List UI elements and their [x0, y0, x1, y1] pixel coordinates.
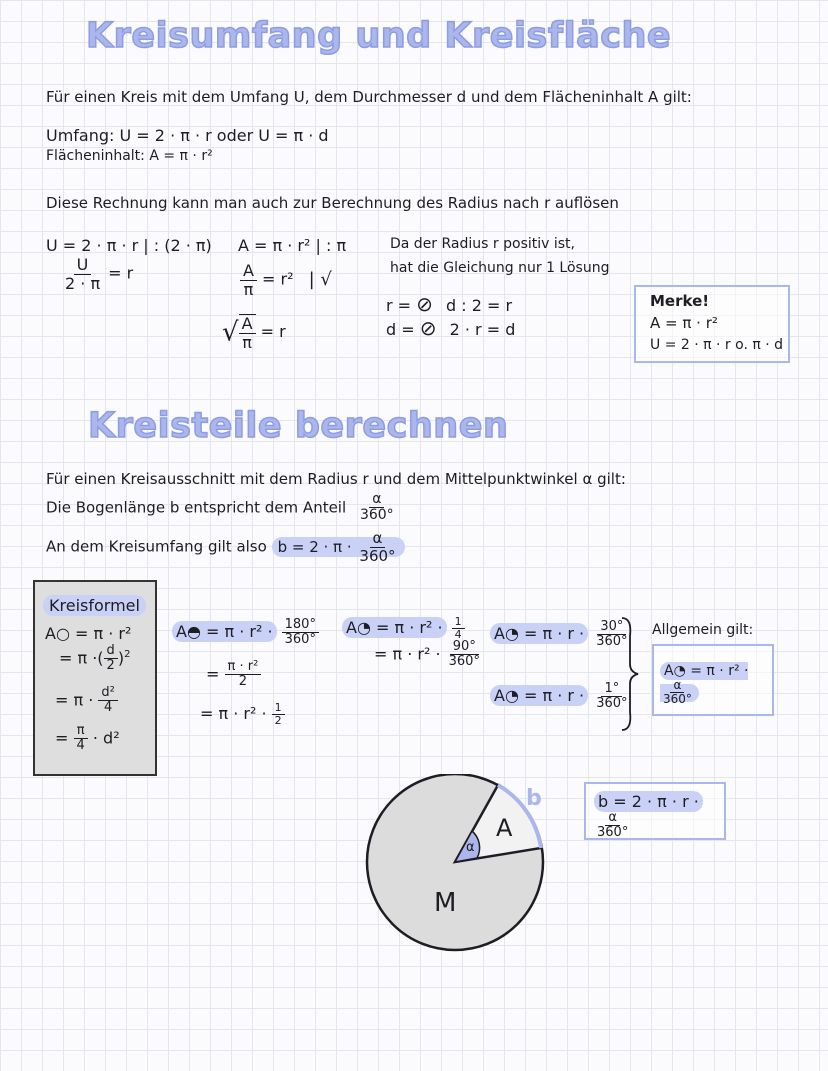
calc-a-equation: A = π · r² | : π: [238, 236, 347, 255]
frac-den: 360°: [596, 634, 628, 650]
diagram-m-label: M: [434, 888, 457, 918]
intro-text: Für einen Kreis mit dem Umfang U, dem Durchmesser d und dem Flächeninhalt A gilt:: [46, 88, 692, 106]
rechnung-text: Diese Rechnung kann man auch zur Berechnung des Radius nach r auflösen: [46, 194, 619, 212]
frac-den: 360°: [596, 696, 628, 712]
radius-note-1: Da der Radius r positiv ist,: [390, 236, 575, 252]
b-box: [584, 782, 726, 840]
frac-num: 1°: [601, 682, 622, 697]
circle-icon: ⊘: [419, 316, 437, 340]
frac-den: 360°: [597, 825, 629, 841]
diagram-b-label: b: [526, 786, 542, 811]
b-formula: [272, 529, 405, 565]
calc-a-sqrt: [222, 314, 286, 351]
frac-den: 4: [454, 628, 462, 642]
flaeche-formula: Flächeninhalt: A = π · r²: [46, 148, 213, 164]
frac-num: 180°: [282, 618, 319, 633]
merke-title: Merke!: [650, 292, 710, 310]
merke-line-1: A = π · r²: [650, 314, 718, 332]
merke-line-2: U = 2 · π · r o. π · d: [650, 337, 784, 353]
frac-num: 30°: [597, 620, 626, 635]
half-line-3: = π · r² · $\frac{1}{2}$: [200, 702, 285, 727]
sector-intro: Für einen Kreisausschnitt mit dem Radius r und dem Mittelpunktwinkel α gilt:: [46, 470, 626, 488]
frac-num: α: [670, 679, 684, 693]
frac-den: 360°: [359, 546, 396, 565]
frac-den: 4: [76, 738, 85, 754]
merke-box: [634, 285, 790, 363]
sqrt-icon: √: [222, 317, 239, 348]
kreisformel-line-1: A○ = π · r²: [45, 624, 132, 643]
frac-den: 2 · π: [65, 273, 101, 293]
frac-num: A: [240, 262, 257, 281]
calc-a-rhs: = r²: [262, 269, 294, 289]
kreisformel-line-4: = $\frac{\pi}{4}$ · d²: [55, 723, 120, 754]
r-row: [386, 292, 512, 316]
frac-den: 360°: [284, 632, 316, 648]
brace-icon: [618, 616, 640, 732]
diagram-alpha-label: α: [466, 840, 475, 855]
frac-den: 2: [274, 714, 282, 728]
radius-note-2: hat die Gleichung nur 1 Lösung: [390, 260, 610, 276]
frac-num: α: [605, 811, 620, 826]
frac-den: 2: [238, 674, 248, 690]
bogen-line: [46, 492, 397, 524]
frac-num: π: [74, 724, 88, 739]
d-label: d =: [386, 320, 415, 339]
kreisformel-box: [33, 580, 157, 776]
frac-num: π · r²: [225, 660, 262, 675]
kreisformel-line-2: = π ·( $\frac{d}{2}$ )$^2$: [59, 643, 131, 674]
frac-den: 4: [103, 700, 113, 716]
b-box-formula: b = 2 · π · r · $\frac{\alpha}{360^\circ}$: [594, 792, 724, 841]
b-formula-lhs: b = 2 · π ·: [277, 537, 352, 556]
half-line-1: A◓ = π · r² · $\frac{180^\circ}{360^\circ}$: [172, 618, 319, 648]
title-kreisumfang: Kreisumfang und Kreisfläche: [86, 16, 672, 56]
sector1-line: A◔ = π · r · $\frac{1^\circ}{360^\circ}$: [490, 682, 631, 712]
frac-num: 90°: [450, 640, 479, 655]
circle-icon: ⊘: [416, 292, 433, 316]
r-label: r =: [386, 296, 412, 315]
frac-den: π: [242, 332, 252, 352]
frac-num: U: [74, 256, 92, 275]
frac-den: π: [243, 279, 254, 299]
frac-den: 2: [106, 658, 115, 674]
d-row: [386, 316, 515, 340]
diagram-a-label: A: [496, 814, 513, 842]
d-result: 2 · r = d: [449, 320, 516, 339]
frac-num: d²: [98, 686, 117, 701]
umfang-sector-line: [46, 530, 405, 564]
allgemein-box: [652, 644, 774, 716]
kreisformel-line-3: = π · $\frac{\text{d²}}{4}$: [55, 686, 118, 716]
frac-num: α: [369, 492, 384, 508]
calc-a-sqrt-rhs: = r: [260, 322, 286, 342]
sector30-line: A◔ = π · r · $\frac{30^\circ}{360^\circ}$: [490, 620, 631, 650]
frac-num: A: [239, 315, 256, 334]
bogen-text: Die Bogenlänge b entspricht dem Anteil: [46, 498, 347, 517]
frac-num: 1: [452, 616, 465, 629]
frac-num: d: [104, 644, 118, 659]
calc-u-rhs: = r: [108, 263, 134, 283]
umfang-sector-text: An dem Kreisumfang gilt also: [46, 537, 267, 556]
frac-num: α: [370, 530, 386, 548]
kreisformel-title: Kreisformel: [43, 596, 146, 615]
title-kreisteile: Kreisteile berechnen: [88, 406, 509, 446]
half-line-2: = $\frac{\text{π · r²}}{2}$: [206, 660, 261, 690]
r-result: d : 2 = r: [446, 296, 513, 315]
frac-num: 1: [272, 702, 285, 715]
allgemein-label: Allgemein gilt:: [652, 622, 754, 638]
frac-den: 360°: [359, 507, 394, 524]
frac-den: 360°: [663, 692, 692, 707]
quarter-line-2: = π · r² · $\frac{90^\circ}{360^\circ}$: [374, 640, 483, 670]
calc-u-fraction: [62, 256, 133, 292]
umfang-formula: Umfang: U = 2 · π · r oder U = π · d: [46, 126, 329, 145]
calc-u-equation: U = 2 · π · r | : (2 · π): [46, 236, 212, 255]
quarter-line-1: A◔ = π · r² · $\frac{1}{4}$: [342, 616, 465, 641]
calc-a-fraction: [240, 262, 332, 298]
frac-den: 360°: [448, 654, 480, 670]
allgemein-formula: A◔ = π · r² · $\frac{\alpha}{360^\circ}$: [660, 660, 772, 706]
root-operation: | √: [308, 268, 332, 290]
